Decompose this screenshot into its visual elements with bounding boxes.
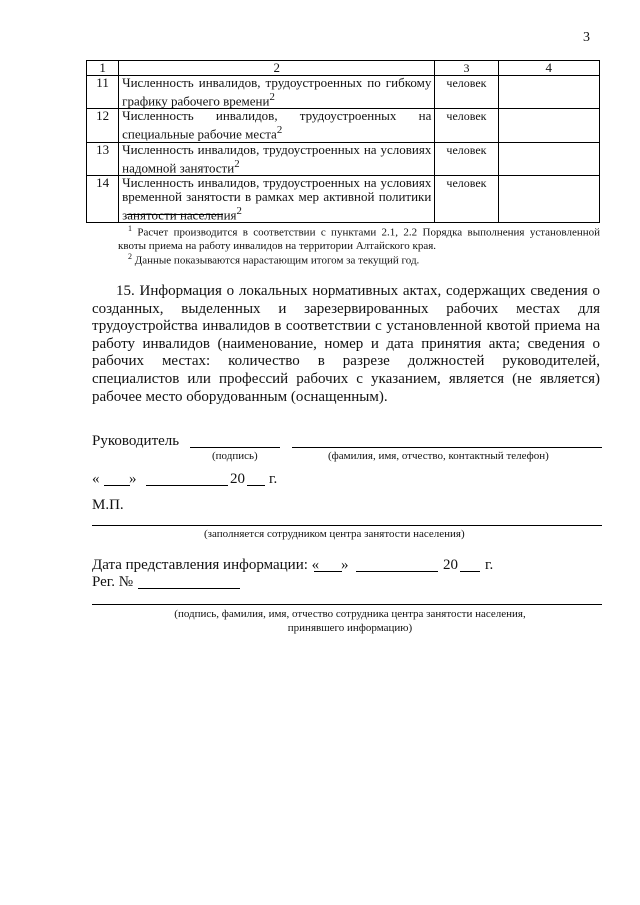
month-line (146, 485, 228, 486)
table-row (87, 142, 600, 175)
row-description: Численность инвалидов, трудоустроенных на условиях временной занятости в рамках мер активной политики занятости населения$^2$ (119, 175, 435, 222)
submission-year-suffix: г. (485, 557, 494, 573)
row-description: Численность инвалидов, трудоустроенных на условиях надомной занятости$^2$ (119, 142, 435, 175)
row-description: Численность инвалидов, трудоустроенных по гибкому графику рабочего времени$^2$ (119, 76, 435, 109)
footnote-1: $^1$ Расчет производится в соответствии с пунктами 2.1, 2.2 Порядка выполнения установленной квоты приема на работу инвалидов на территории Алтайского края. (118, 224, 600, 252)
bottom-signature-line (92, 604, 602, 605)
center-caption: (заполняется сотрудником центра занятости населения) (204, 528, 465, 540)
name-caption: (фамилия, имя, отчество, контактный телефон) (328, 450, 549, 462)
bottom-caption-1: (подпись, фамилия, имя, отчество сотрудника центра занятости населения, (174, 608, 526, 620)
row-unit: человек (435, 142, 498, 175)
row-value (498, 175, 599, 222)
submission-year-prefix: 20 (443, 557, 458, 573)
date-open-quote: « (92, 471, 100, 487)
signature-line (190, 447, 280, 448)
row-number: 14 (87, 175, 119, 222)
row-number: 12 (87, 109, 119, 142)
row-unit: человек (435, 175, 498, 222)
table-row (87, 76, 600, 109)
day-line (104, 485, 130, 486)
table-header-row (87, 61, 600, 76)
center-separator-line (92, 525, 602, 526)
reg-label: Рег. № (92, 574, 134, 590)
row-description: Численность инвалидов, трудоустроенных на специальные рабочие места$^2$ (119, 109, 435, 142)
submission-month-line (356, 571, 438, 572)
year-prefix: 20 (230, 471, 245, 487)
year-suffix: г. (269, 471, 278, 487)
table-row (87, 175, 600, 222)
year-line (247, 485, 265, 486)
col-header-4: 4 (498, 61, 599, 76)
section-15-text: 15. Информация о локальных нормативных актах, содержащих сведения о созданных, выделенных и зарезервированных рабочих местах для трудоустройства инвалидов в соответствии с установленной квотой приема на работу инвалидов (наименование, номер и дата принятия акта; сведения о рабочих местах: количество в разрезе должностей руководителей, специалистов или профессий рабочих с указанием, является (не является) рабочее место оборудованным (оснащенным). (92, 283, 600, 405)
footnote-separator (127, 214, 223, 215)
col-header-3: 3 (435, 61, 498, 76)
signature-caption: (подпись) (212, 450, 258, 462)
table-row (87, 109, 600, 142)
date-close-quote: » (129, 471, 137, 487)
submission-day-line (314, 571, 342, 572)
name-line (292, 447, 602, 448)
row-value (498, 76, 599, 109)
row-number: 11 (87, 76, 119, 109)
reg-number-line (138, 588, 240, 589)
stamp-label: М.П. (92, 497, 124, 513)
page-number: 3 (583, 30, 590, 45)
footnote-2: $^2$ Данные показываются нарастающим итогом за текущий год. (128, 252, 420, 267)
head-label: Руководитель (92, 433, 180, 449)
submission-year-line (460, 571, 480, 572)
row-unit: человек (435, 76, 498, 109)
row-number: 13 (87, 142, 119, 175)
submission-date-close: » (341, 557, 349, 573)
col-header-2: 2 (119, 61, 435, 76)
bottom-caption-2: принявшего информацию) (287, 622, 413, 634)
row-value (498, 142, 599, 175)
submission-date-label: Дата представления информации: « (92, 557, 320, 573)
row-value (498, 109, 599, 142)
quota-table (86, 60, 600, 223)
row-unit: человек (435, 109, 498, 142)
col-header-1: 1 (87, 61, 119, 76)
